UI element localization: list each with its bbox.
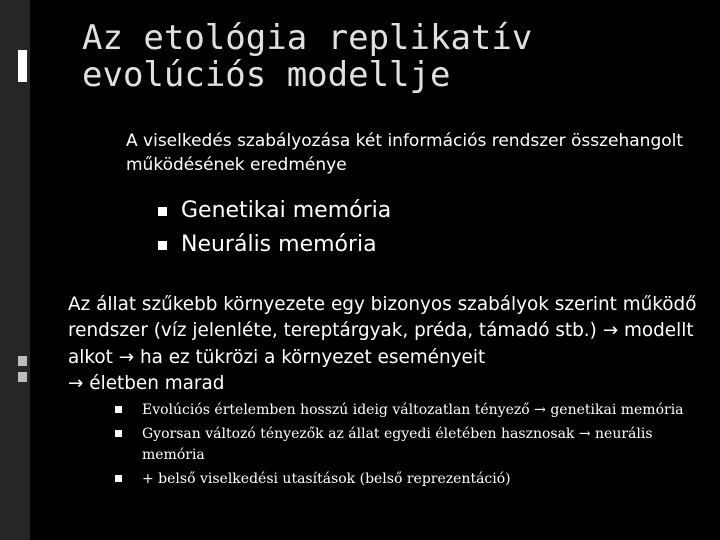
- list-item: [115, 400, 705, 420]
- memory-list: [158, 194, 391, 262]
- side-bar: [0, 0, 30, 540]
- paragraph-text: Az állat szűkebb környezete egy bizonyos szabályok szerint működő rendszer (víz jelenléte, tereptárgyak, préda, támadó stb.): [68, 294, 697, 342]
- side-accent-block: [18, 356, 27, 366]
- bullet-icon: [115, 406, 122, 413]
- list-item: [158, 228, 391, 262]
- bullet-icon: [115, 475, 122, 482]
- list-item-text: + belső viselkedési utasítások (belső reprezentáció): [142, 470, 511, 487]
- arrow-icon: →: [602, 320, 619, 342]
- side-accent-block: [18, 50, 27, 82]
- arrow-icon: →: [118, 346, 135, 368]
- paragraph-text: ha ez tükrözi a környezet eseményeit: [134, 346, 486, 368]
- list-item-text: Evolúciós értelemben hosszú ideig változatlan tényező → genetikai memória: [142, 402, 684, 418]
- slide-title: Az etológia replikatív evolúciós modellje: [82, 18, 533, 95]
- list-item: [115, 424, 705, 465]
- list-item-label: Genetikai memória: [181, 198, 392, 223]
- environment-paragraph: [68, 292, 700, 397]
- side-accent-block: [18, 372, 27, 382]
- list-item: [115, 469, 705, 489]
- list-item-label: Neurális memória: [181, 232, 377, 257]
- list-item-text: Gyorsan változó tényezők az állat egyedi életében hasznosak → neurális memória: [142, 426, 653, 463]
- intro-text: A viselkedés szabályozása két információs rendszer összehangolt működésének eredménye: [126, 131, 684, 175]
- paragraph-text: modellt alkot: [68, 320, 694, 368]
- list-item: [158, 194, 391, 228]
- arrow-icon: →: [68, 372, 84, 394]
- detail-list: [115, 400, 705, 493]
- bullet-icon: [158, 241, 167, 250]
- bullet-icon: [158, 207, 167, 216]
- bullet-icon: [115, 430, 122, 437]
- paragraph-text: életben marad: [83, 372, 225, 394]
